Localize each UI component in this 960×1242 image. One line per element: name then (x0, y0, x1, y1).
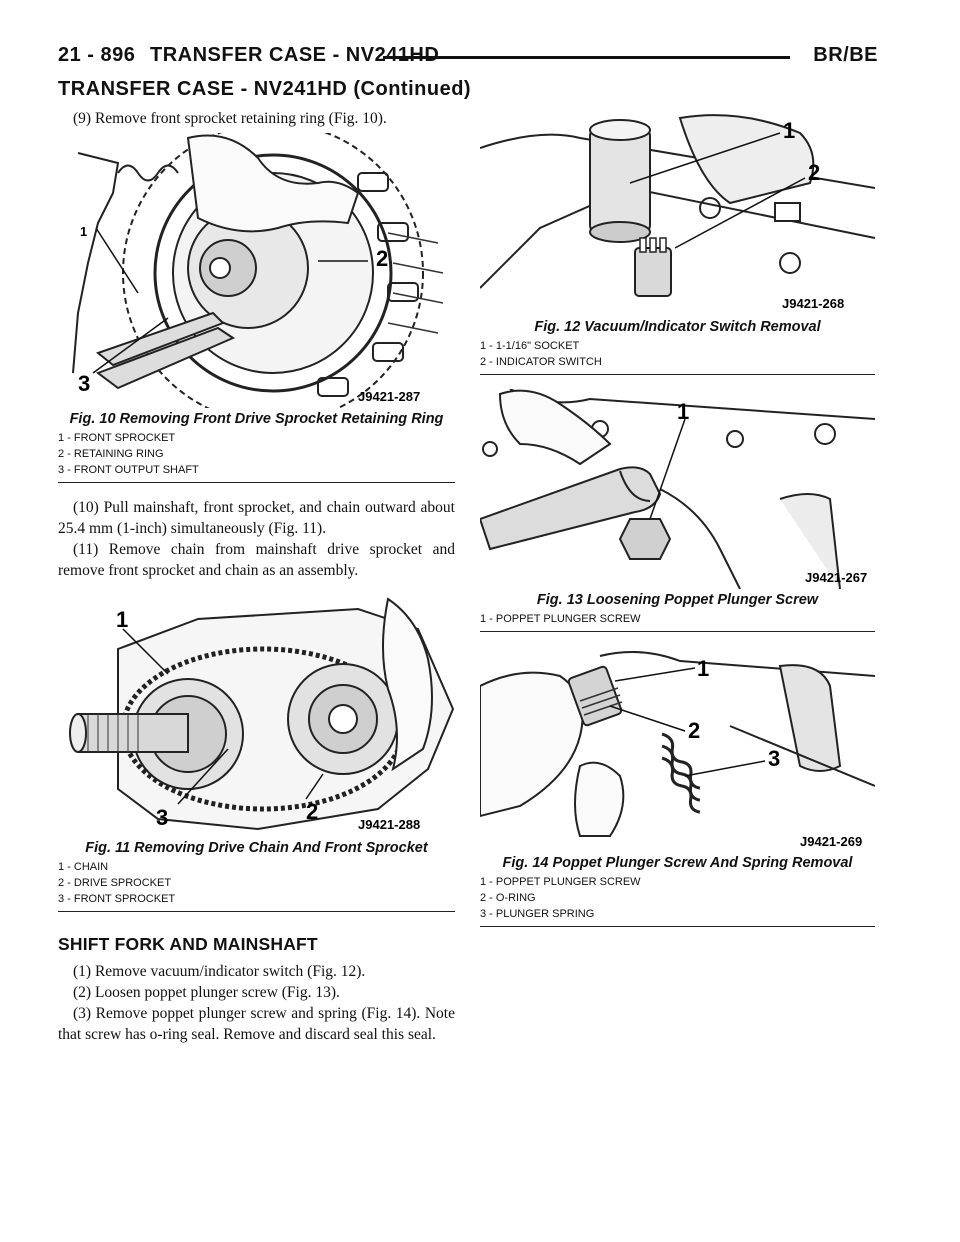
fig12-title: Fig. 12 Vacuum/Indicator Switch Removal (534, 319, 821, 335)
fig14-rule (480, 926, 875, 927)
step-11: (11) Remove chain from mainshaft drive sprocket and remove front sprocket and chain as an assembly. (58, 541, 455, 579)
fig14-callout-2: 2 (688, 718, 701, 743)
fig12-rule (480, 374, 875, 375)
fig12-legend-item: 1 - 1-1/16" SOCKET (480, 340, 580, 352)
fig10-callout-3: 3 (78, 371, 91, 396)
fig13-illustration (480, 389, 875, 589)
right-column (480, 108, 875, 927)
section-name: TRANSFER CASE - NV241HD (150, 44, 440, 66)
page-number: 21 - 896 (58, 44, 136, 66)
fig14-callout-3: 3 (768, 746, 781, 771)
shift-step-3: (3) Remove poppet plunger screw and spring (Fig. 14). Note that screw has o-ring seal. Remove and discard seal this seal. (58, 1005, 455, 1043)
fig10-title: Fig. 10 Removing Front Drive Sprocket Retaining Ring (69, 411, 444, 427)
step-9: (9) Remove front sprocket retaining ring (Fig. 10). (73, 110, 387, 127)
figure-10 (58, 133, 455, 483)
header-rule (383, 56, 790, 59)
fig13-callout-1: 1 (677, 399, 690, 424)
fig13-title: Fig. 13 Loosening Poppet Plunger Screw (536, 592, 819, 608)
fig10-legend-item: 2 - RETAINING RING (58, 448, 164, 460)
fig14-legend-item: 2 - O-RING (480, 892, 536, 904)
fig14-legend-item: 3 - PLUNGER SPRING (480, 908, 595, 920)
fig12-legend (480, 338, 875, 370)
fig10-illustration (58, 133, 455, 408)
fig14-illustration (480, 646, 875, 852)
fig12-callout-1: 1 (783, 118, 796, 143)
model-code: BR/BE (813, 44, 878, 66)
fig13-legend-item: 1 - POPPET PLUNGER SCREW (480, 613, 641, 625)
fig10-rule (58, 482, 455, 483)
fig14-image-id: J9421-269 (800, 834, 863, 849)
fig11-image-id: J9421-288 (358, 817, 421, 832)
shift-step-2: (2) Loosen poppet plunger screw (Fig. 13). (73, 984, 340, 1001)
figure-14 (480, 646, 875, 927)
figure-12 (480, 108, 875, 375)
fig14-callout-1: 1 (697, 656, 710, 681)
fig10-legend-item: 3 - FRONT OUTPUT SHAFT (58, 464, 199, 476)
fig11-legend-item: 1 - CHAIN (58, 861, 109, 873)
continued-heading: TRANSFER CASE - NV241HD (Continued) (58, 78, 472, 100)
fig13-image-id: J9421-267 (805, 570, 868, 585)
figure-11 (58, 589, 455, 912)
fig12-image-id: J9421-268 (782, 296, 845, 311)
section-heading: SHIFT FORK AND MAINSHAFT (58, 934, 318, 954)
fig10-legend-item: 1 - FRONT SPROCKET (58, 432, 176, 444)
figure-13 (480, 389, 875, 632)
fig10-callout-1: 1 (80, 224, 88, 239)
fig11-legend-item: 2 - DRIVE SPROCKET (58, 877, 172, 889)
fig12-callout-2: 2 (808, 160, 821, 185)
step-10: (10) Pull mainshaft, front sprocket, and chain outward about 25.4 mm (1-inch) simultaneously (Fig. 11). (58, 499, 455, 537)
fig11-illustration (58, 589, 455, 837)
left-column (58, 108, 455, 1045)
shift-step-1: (1) Remove vacuum/indicator switch (Fig. 12). (73, 963, 366, 980)
fig14-legend (480, 874, 875, 922)
fig11-legend-item: 3 - FRONT SPROCKET (58, 893, 176, 905)
fig12-illustration (480, 108, 875, 316)
fig10-legend (58, 430, 455, 478)
fig12-legend-item: 2 - INDICATOR SWITCH (480, 356, 602, 368)
fig13-legend (480, 611, 875, 627)
fig14-title: Fig. 14 Poppet Plunger Screw And Spring Removal (502, 855, 853, 871)
fig10-callout-2: 2 (376, 246, 389, 271)
fig11-rule (58, 911, 455, 912)
fig11-callout-2: 2 (306, 799, 319, 824)
fig11-callout-1: 1 (116, 607, 129, 632)
fig14-legend-item: 1 - POPPET PLUNGER SCREW (480, 876, 641, 888)
fig13-rule (480, 631, 875, 632)
page-header (58, 44, 878, 72)
fig11-title: Fig. 11 Removing Drive Chain And Front Sprocket (85, 840, 428, 856)
fig11-callout-3: 3 (156, 805, 169, 830)
fig11-legend (58, 859, 455, 907)
fig10-image-id: J9421-287 (358, 389, 421, 404)
